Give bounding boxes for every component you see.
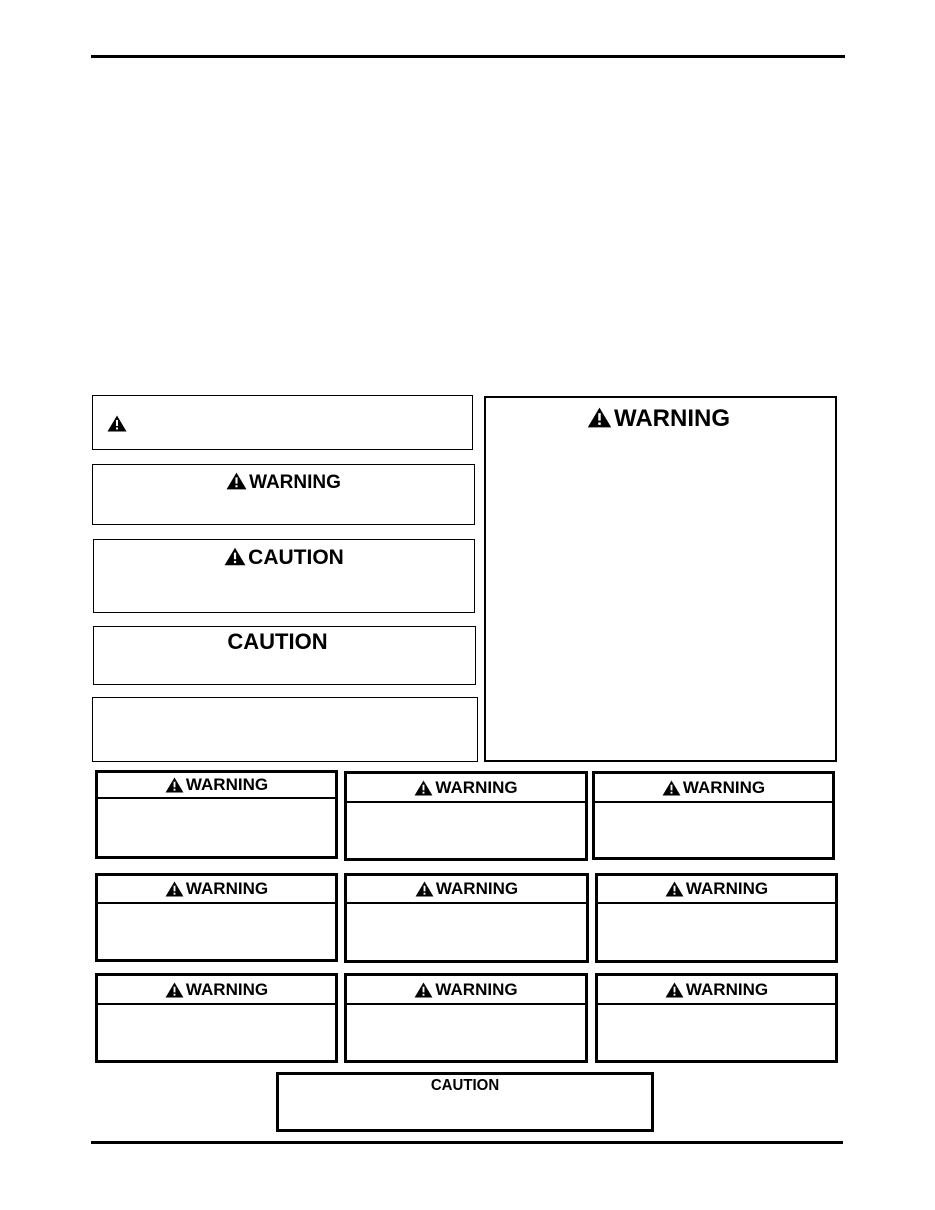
warning-decal-header [98, 773, 335, 799]
warning-triangle-icon [165, 777, 184, 793]
warning-decal-header [347, 876, 586, 904]
warning-text: WARNING [682, 778, 766, 797]
caution-text: CAUTION [248, 546, 344, 569]
warning-triangle-icon [107, 415, 127, 432]
warning-decal-4 [95, 873, 338, 962]
warning-text: WARNING [435, 778, 518, 797]
warning-decal-8 [344, 973, 588, 1063]
warning-header [486, 407, 835, 431]
warning-triangle-icon [414, 982, 433, 998]
warning-triangle-icon [415, 881, 434, 897]
warning-triangle-icon [165, 881, 184, 897]
caution-text: CAUTION [227, 629, 328, 654]
caution-header [94, 547, 474, 568]
warning-text: WARNING [614, 405, 730, 432]
caution-header [94, 631, 475, 653]
warning-triangle-icon [226, 472, 247, 490]
caution-label-box [93, 626, 476, 685]
warning-triangle-icon [414, 780, 433, 796]
warning-decal-6 [595, 873, 838, 963]
warning-text: WARNING [185, 979, 269, 999]
warning-decal-header [98, 976, 335, 1005]
warning-decal-3 [592, 771, 835, 860]
warning-text: WARNING [685, 979, 769, 999]
warning-text: WARNING [185, 775, 269, 794]
warning-decal-header [598, 976, 835, 1005]
warning-decal-1 [95, 770, 338, 859]
warning-decal-2 [344, 771, 588, 861]
warning-decal-header [98, 876, 335, 904]
warning-text: WARNING [435, 979, 518, 999]
bottom-rule [91, 1141, 843, 1144]
top-rule [91, 55, 845, 58]
warning-text: WARNING [185, 879, 269, 898]
warning-triangle-icon [224, 547, 246, 566]
caution-decal [276, 1072, 654, 1132]
caution-alert-label-box [93, 539, 475, 613]
warning-decal-header [347, 976, 585, 1005]
warning-triangle-icon [662, 780, 681, 796]
warning-text: WARNING [685, 879, 769, 898]
warning-label-box [92, 464, 475, 525]
warning-decal-header [347, 775, 585, 803]
warning-decal-header [598, 876, 835, 904]
warning-text: WARNING [435, 879, 519, 898]
warning-decal-5 [344, 873, 589, 963]
warning-decal-9 [595, 973, 838, 1063]
warning-decal-header [595, 775, 832, 803]
warning-triangle-icon [665, 982, 684, 998]
warning-text: WARNING [249, 472, 341, 493]
notice-box [92, 697, 478, 762]
caution-text: CAUTION [430, 1076, 500, 1095]
large-warning-box [484, 396, 837, 762]
warning-triangle-icon [587, 407, 612, 428]
warning-decal-7 [95, 973, 338, 1063]
warning-triangle-icon [165, 982, 184, 998]
warning-header [93, 472, 474, 492]
safety-alert-symbol-box [92, 395, 473, 450]
warning-triangle-icon [665, 881, 684, 897]
